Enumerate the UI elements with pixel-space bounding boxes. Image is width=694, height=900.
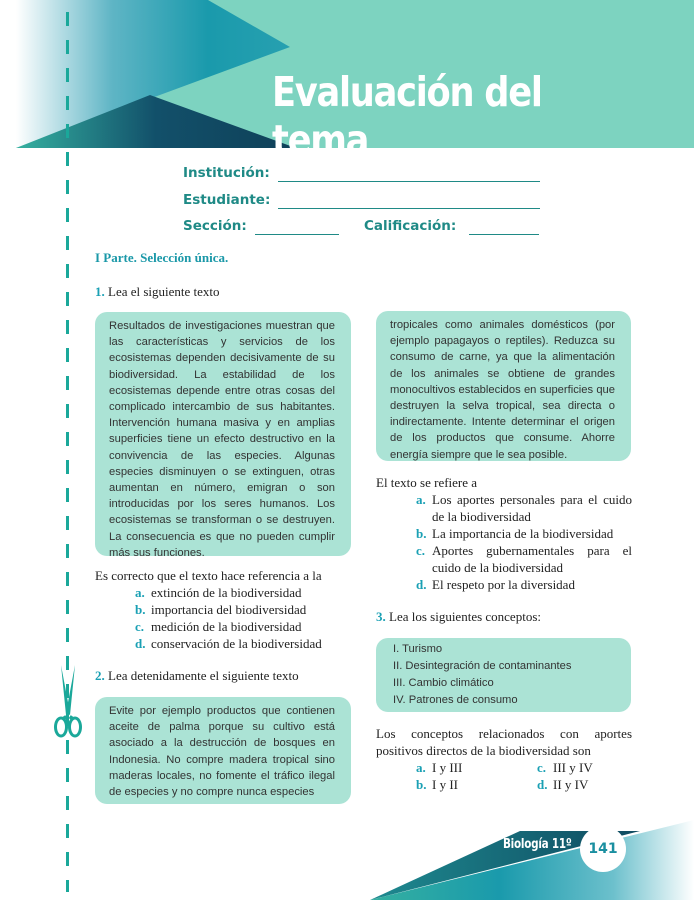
question-3-stem: Los conceptos relacionados con aportes positivos directos de la biodiversidad son bbox=[376, 726, 632, 758]
option-c[interactable]: c. III y IV bbox=[537, 760, 593, 775]
question-3-prompt: 3. Lea los siguientes conceptos: bbox=[376, 609, 541, 624]
option-c[interactable]: c. Aportes gubernamentales para el cuido de la biodiversidad bbox=[416, 543, 632, 575]
option-d[interactable]: d. conservación de la biodiversidad bbox=[135, 636, 322, 651]
question-1-stem: Es correcto que el texto hace referencia a la bbox=[95, 568, 322, 583]
option-a[interactable]: a. I y III bbox=[416, 760, 463, 775]
option-c[interactable]: c. medición de la biodiversidad bbox=[135, 619, 302, 634]
option-a[interactable]: a. Los aportes personales para el cuido de la biodiversidad bbox=[416, 492, 632, 524]
concept-1: I. Turismo bbox=[393, 643, 443, 655]
section-label: Sección: bbox=[183, 218, 247, 234]
institution-field[interactable] bbox=[278, 181, 540, 182]
section-field[interactable] bbox=[255, 234, 339, 235]
cut-line bbox=[66, 12, 69, 892]
option-a[interactable]: a. extinción de la biodiversidad bbox=[135, 585, 302, 600]
grade-label: Calificación: bbox=[364, 218, 457, 234]
question-2-stem: El texto se refiere a bbox=[376, 475, 478, 490]
question-3-options-left bbox=[416, 759, 462, 793]
concept-3: III. Cambio climático bbox=[393, 677, 494, 689]
page-number: 141 bbox=[580, 826, 626, 872]
subject-label: Biología 11º bbox=[503, 837, 572, 852]
question-3-options-right bbox=[537, 759, 593, 793]
question-2-passage-part2: tropicales como animales domésticos (por ejemplo papagayos o reptiles). Reduzca su consumo de carne, ya que la alimentación de los animales se obtiene de grandes monocultivos establecidos en superficies que destruyen la selva tropical, sea directa o indirectamente. Intente determinar el origen de los productos que consume. Ahorre energía siempre que le sea posible. bbox=[376, 311, 631, 461]
option-b[interactable]: b. I y II bbox=[416, 777, 458, 792]
option-d[interactable]: d. II y IV bbox=[537, 777, 589, 792]
scissors-icon bbox=[52, 663, 84, 743]
part-title: I Parte. Selección única. bbox=[95, 250, 229, 265]
question-3-concepts bbox=[376, 638, 631, 712]
question-1-passage: Resultados de investigaciones muestran que las características y servicios de los ecosistemas dependen decisivamente de su biodiversidad. La estabilidad de los ecosistemas depende entre otras cosas del complicado intercambio de sus habitantes. Intervención humana masiva y en amplias superficies tiene un efecto destructivo en la convivencia de las especies. Algunas especies disminuyen o se extinguen, otras aumentan en número, emigran o son introducidas por los seres humanos. Los ecosistemas se transforman o se destruyen. La consecuencia es que no pueden cumplir más sus funciones. bbox=[95, 312, 351, 556]
option-d[interactable]: d. El respeto por la diversidad bbox=[416, 577, 575, 592]
page-title: Evaluación del tema bbox=[272, 68, 542, 164]
student-label: Estudiante: bbox=[183, 192, 271, 208]
page-header bbox=[0, 0, 694, 164]
question-2-prompt: 2. Lea detenidamente el siguiente texto bbox=[95, 668, 299, 683]
concept-4: IV. Patrones de consumo bbox=[393, 694, 518, 706]
question-1-prompt: 1. Lea el siguiente texto bbox=[95, 284, 220, 299]
question-2-options bbox=[416, 491, 632, 593]
student-field[interactable] bbox=[278, 208, 540, 209]
option-b[interactable]: b. importancia del biodiversidad bbox=[135, 602, 307, 617]
question-2-passage-part1: Evite por ejemplo productos que contienen aceite de palma porque su cultivo está asociado a la destrucción de bosques en Indonesia. No compre madera tropical sino maderas locales, no fomente el tráfico ilegal de especies y no compre nunca especies bbox=[95, 697, 351, 804]
institution-label: Institución: bbox=[183, 165, 270, 181]
grade-field[interactable] bbox=[469, 234, 539, 235]
concept-2: II. Desintegración de contaminantes bbox=[393, 660, 572, 672]
option-b[interactable]: b. La importancia de la biodiversidad bbox=[416, 526, 614, 541]
question-1-options bbox=[135, 584, 322, 652]
